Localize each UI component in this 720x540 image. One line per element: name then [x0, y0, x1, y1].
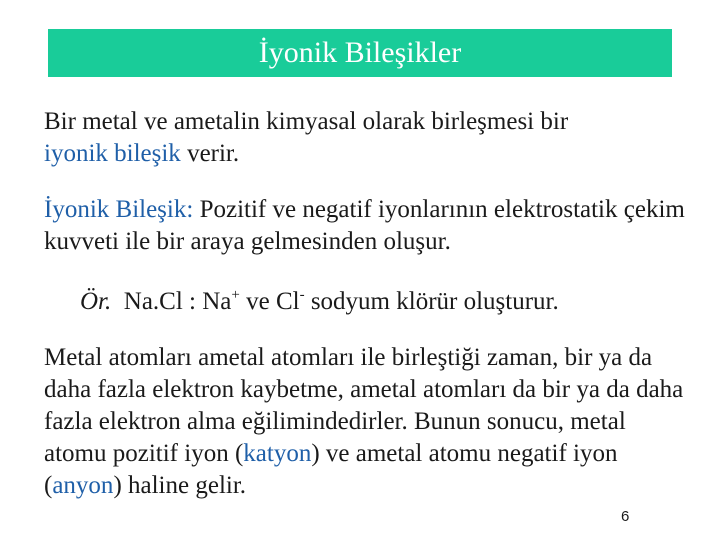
- term-anion: anyon: [52, 472, 114, 499]
- term-ionic-compound: iyonik bileşik: [44, 140, 181, 167]
- p4-text-c: ) haline gelir.: [113, 472, 247, 499]
- title-bar: [48, 29, 672, 77]
- example-na: Na.Cl : Na: [111, 288, 232, 315]
- example-line: [80, 286, 559, 318]
- p4-text-a: Metal atomları ametal atomları ile birleştiği zaman, bir ya da daha fazla elektron kaybetme, ametal atomları da bir ya da daha fazla elektron alma eğilimindedirler. Bunun sonucu, metal atomu pozitif iyon (: [44, 344, 684, 467]
- term-ionic-compound-label: İyonik Bileşik:: [44, 196, 194, 223]
- p2-text: Pozitif ve negatif iyonlarının elektrostatik çekim kuvveti ile bir araya gelmesinden oluşur.: [44, 196, 685, 255]
- paragraph-definition: [44, 106, 684, 170]
- page-number: 6: [621, 508, 630, 525]
- example-label: Ör.: [80, 288, 112, 315]
- na-charge: +: [231, 287, 240, 303]
- p4-text-b: ) ve ametal atomu negatif iyon (: [44, 440, 618, 499]
- slide-title: İyonik Bileşikler: [258, 36, 462, 69]
- paragraph-ions: [44, 342, 684, 502]
- example-rest: sodyum klörür oluşturur.: [304, 288, 559, 315]
- example-cl: ve Cl: [239, 288, 300, 315]
- term-cation: katyon: [243, 440, 312, 467]
- p1-end: verir.: [180, 140, 240, 167]
- paragraph-ionic-compound: [44, 194, 694, 258]
- p1-text: Bir metal ve ametalin kimyasal olarak birleşmesi bir: [44, 108, 569, 135]
- cl-charge: -: [299, 287, 305, 303]
